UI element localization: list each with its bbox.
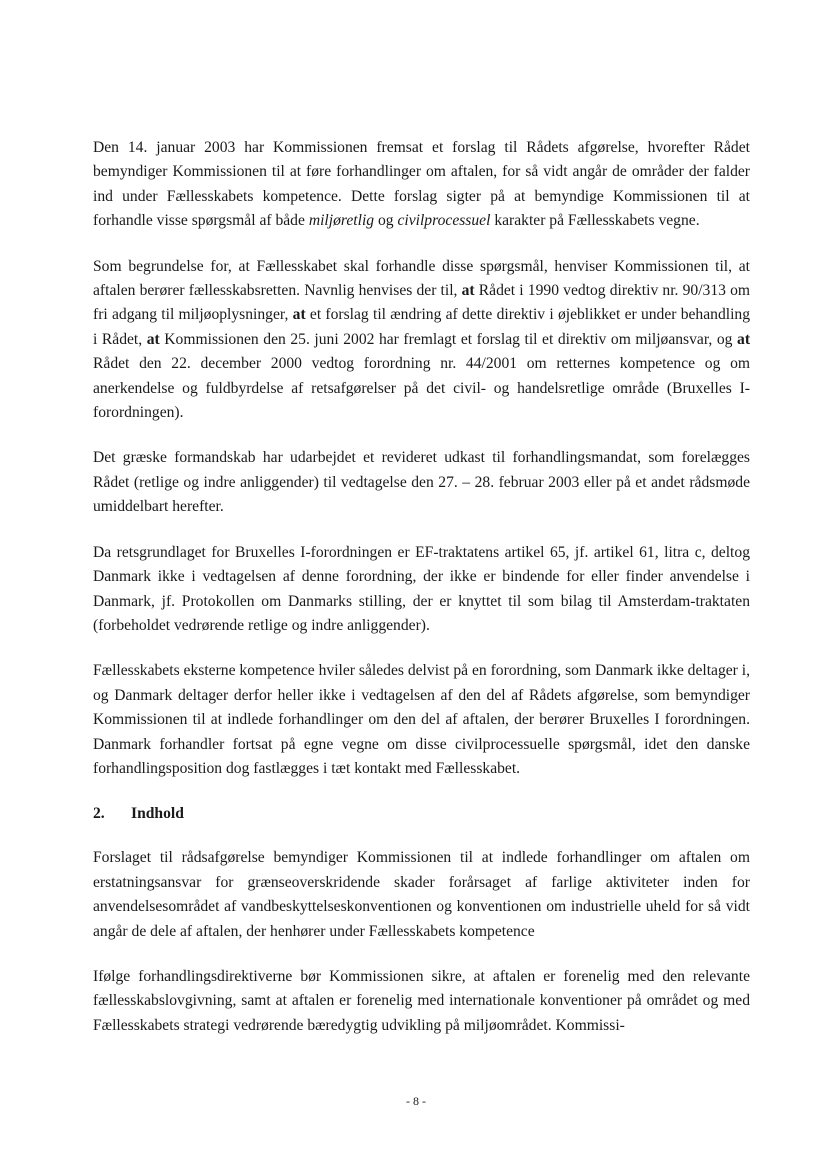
text-run: et forslag til ændring af dette direktiv i øjeblikket er under behandling i Rådet,: [93, 306, 751, 348]
paragraph-group-content: [93, 846, 750, 1038]
text-run: Som begrundelse for, at Fællesskabet skal forhandle disse spørgsmål, henviser Kommissionen til, at aftalen berører fællesskabsretten. Navnlig henvises der til,: [93, 257, 750, 300]
paragraph: [93, 541, 750, 639]
paragraph: [93, 255, 750, 426]
text-run: karakter på Fællesskabets vegne.: [490, 212, 700, 230]
text-run: Rådet i 1990 vedtog direktiv nr. 90/313 om fri adgang til miljøoplysninger,: [93, 282, 751, 324]
text-run: Rådet den 22. december 2000 vedtog forordning nr. 44/2001 om retternes kompetence og om anerkendelse og fuldbyrdelse af retsafgørelser på det civil- og handelsretlige område (Bruxelles I-forordningen).: [93, 355, 750, 422]
text-run: Da retsgrundlaget for Bruxelles I-forordningen er EF-traktatens artikel 65, jf. artikel 61, litra c, deltog Danmark ikke i vedtagelsen af denne forordning, der ikke er bindende for eller finder anvendelse i Danmark, jf. Protokollen om Danmarks stilling, der er knyttet til som bilag til Amsterdam-traktaten (forbeholdet vedrørende retlige og indre anliggender).: [93, 543, 750, 634]
text-run: og: [374, 212, 398, 230]
bold-text: at: [737, 330, 751, 348]
text-run: Kommissionen den 25. juni 2002 har fremlagt et forslag til et direktiv om miljøansvar, og: [159, 330, 738, 348]
text-run: Fællesskabets eksterne kompetence hviler således delvist på en forordning, som Danmark ikke deltager i, og Danmark deltager derfor heller ikke i vedtagelsen af den del af Rådets afgørelse, som bemyndiger Kommissionen til at indlede forhandlinger om den del af aftalen, der berører Bruxelles I forordningen. Danmark forhandler fortsat på egne vegne om disse civilprocessuelle spørgsmål, idet den danske forhandlingsposition dog fastlægges i tæt kontakt med Fællesskabet.: [93, 662, 750, 777]
section-title: Indhold: [131, 805, 184, 823]
italic-text: miljøretlig: [308, 212, 375, 230]
page-number: - 8 -: [406, 1094, 426, 1108]
paragraph: [93, 659, 750, 781]
document-body: [93, 136, 750, 1059]
section-heading: [93, 802, 750, 826]
italic-text: civilprocessuel: [397, 212, 491, 230]
bold-text: at: [292, 306, 306, 324]
paragraph: [93, 446, 750, 519]
section-number: 2.: [93, 805, 105, 823]
paragraph: [93, 965, 750, 1038]
paragraph: [93, 846, 750, 944]
text-run: Ifølge forhandlingsdirektiverne bør Kommissionen sikre, at aftalen er forenelig med den relevante fællesskabslovgivning, samt at aftalen er forenelig med internationale konventioner på området og med Fællesskabets strategi vedrørende bæredygtig udvikling på miljøområdet. Kommissi-: [93, 967, 750, 1034]
text-run: Det græske formandskab har udarbejdet et revideret udkast til forhandlingsmandat, som forelægges Rådet (retlige og indre anliggender) til vedtagelse den 27. – 28. februar 2003 eller på et andet rådsmøde umiddelbart herefter.: [93, 449, 750, 516]
text-run: Den 14. januar 2003 har Kommissionen fremsat et forslag til Rådets afgørelse, hvorefter Rådet bemyndiger Kommissionen til at føre forhandlinger om aftalen, for så vidt angår de områder der falder ind under Fællesskabets kompetence. Dette forslag sigter på at bemyndige Kommissionen til at forhandle visse spørgsmål af både: [93, 139, 750, 230]
bold-text: at: [146, 330, 160, 348]
text-run: Forslaget til rådsafgørelse bemyndiger Kommissionen til at indlede forhandlinger om aftalen om erstatningsansvar for grænseoverskridende skader forårsaget af farlige aktiviteter inden for anvendelsesområdet af vandbeskyttelseskonventionen og konventionen om industrielle uheld for så vidt angår de dele af aftalen, der henhører under Fællesskabets kompetence: [93, 849, 750, 940]
bold-text: at: [461, 282, 475, 300]
paragraph: [93, 136, 750, 234]
paragraph-group-intro: [93, 136, 750, 781]
